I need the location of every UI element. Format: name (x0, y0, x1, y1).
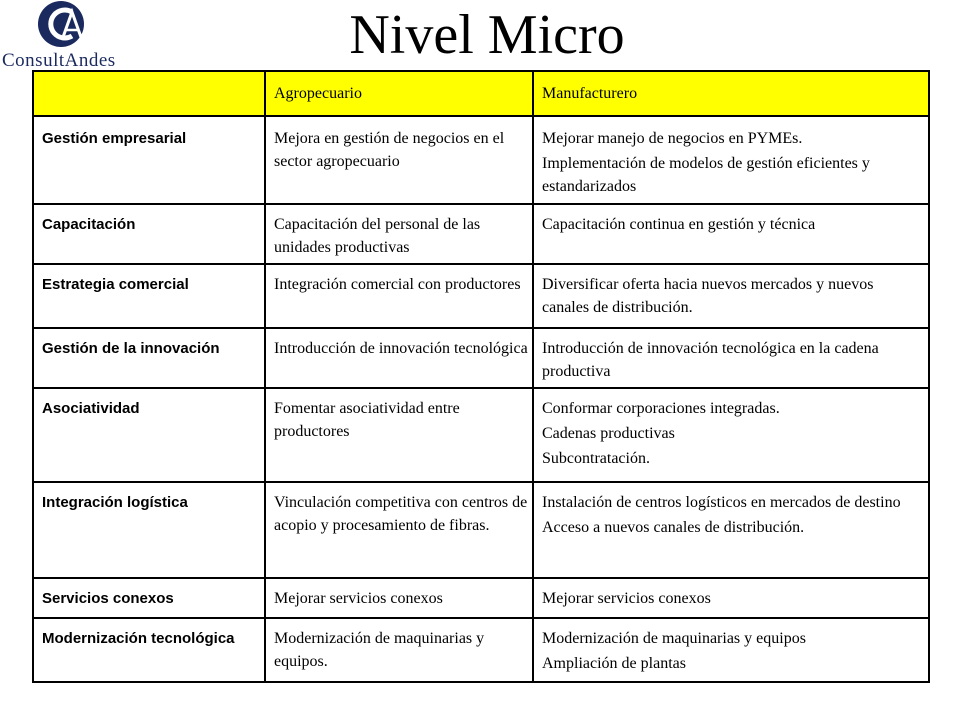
table-row (33, 116, 929, 204)
agropecuario-cell (265, 116, 533, 204)
table-row (33, 482, 929, 578)
cell-line: Capacitación del personal de las unidades productivas (274, 216, 481, 256)
cell-line: Mejorar servicios conexos (274, 590, 443, 607)
column-header-manufacturero: Manufacturero (533, 71, 929, 116)
agropecuario-cell (265, 264, 533, 328)
manufacturero-cell (533, 328, 929, 388)
cell-line: Capacitación continua en gestión y técnica (542, 216, 816, 233)
cell-line: Integración comercial con productores (274, 276, 521, 293)
cell-line: Modernización de maquinarias y equipos (542, 630, 806, 647)
cell-line: Subcontratación. (542, 450, 650, 467)
column-header-agropecuario: Agropecuario (265, 71, 533, 116)
table-row (33, 618, 929, 682)
table-row (33, 328, 929, 388)
table-row (33, 264, 929, 328)
manufacturero-cell (533, 116, 929, 204)
table-header-row (33, 71, 929, 116)
table-row (33, 388, 929, 482)
row-label: Capacitación (33, 204, 265, 264)
row-label: Asociatividad (33, 388, 265, 482)
manufacturero-cell (533, 618, 929, 682)
agropecuario-cell (265, 328, 533, 388)
column-header-empty (33, 71, 265, 116)
manufacturero-cell (533, 482, 929, 578)
cell-line: Implementación de modelos de gestión eficientes y estandarizados (542, 155, 870, 195)
cell-line: Mejorar servicios conexos (542, 590, 711, 607)
agropecuario-cell (265, 388, 533, 482)
page-title: Nivel Micro (349, 4, 625, 66)
table-row (33, 204, 929, 264)
cell-line: Cadenas productivas (542, 425, 675, 442)
logo-wordmark: ConsultAndes (2, 50, 116, 71)
row-label: Servicios conexos (33, 578, 265, 618)
row-label: Gestión de la innovación (33, 328, 265, 388)
cell-line: Introducción de innovación tecnológica (274, 340, 528, 357)
agropecuario-cell (265, 482, 533, 578)
cell-line: Fomentar asociatividad entre productores (274, 400, 460, 440)
row-label: Estrategia comercial (33, 264, 265, 328)
cell-line: Acceso a nuevos canales de distribución. (542, 519, 805, 536)
row-label: Gestión empresarial (33, 116, 265, 204)
cell-line: Introducción de innovación tecnológica en la cadena productiva (542, 340, 879, 380)
table-row (33, 578, 929, 618)
agropecuario-cell (265, 204, 533, 264)
cell-line: Mejora en gestión de negocios en el sector agropecuario (274, 130, 505, 170)
cell-line: Conformar corporaciones integradas. (542, 400, 780, 417)
row-label: Modernización tecnológica (33, 618, 265, 682)
cell-line: Instalación de centros logísticos en mercados de destino (542, 494, 901, 511)
cell-line: Diversificar oferta hacia nuevos mercados y nuevos canales de distribución. (542, 276, 874, 316)
manufacturero-cell (533, 264, 929, 328)
cell-line: Ampliación de plantas (542, 655, 686, 672)
row-label: Integración logística (33, 482, 265, 578)
agropecuario-cell (265, 618, 533, 682)
cell-line: Modernización de maquinarias y equipos. (274, 630, 485, 670)
manufacturero-cell (533, 204, 929, 264)
micro-level-table (32, 70, 930, 683)
manufacturero-cell (533, 388, 929, 482)
agropecuario-cell (265, 578, 533, 618)
cell-line: Mejorar manejo de negocios en PYMEs. (542, 130, 803, 147)
manufacturero-cell (533, 578, 929, 618)
cell-line: Vinculación competitiva con centros de acopio y procesamiento de fibras. (274, 494, 528, 534)
